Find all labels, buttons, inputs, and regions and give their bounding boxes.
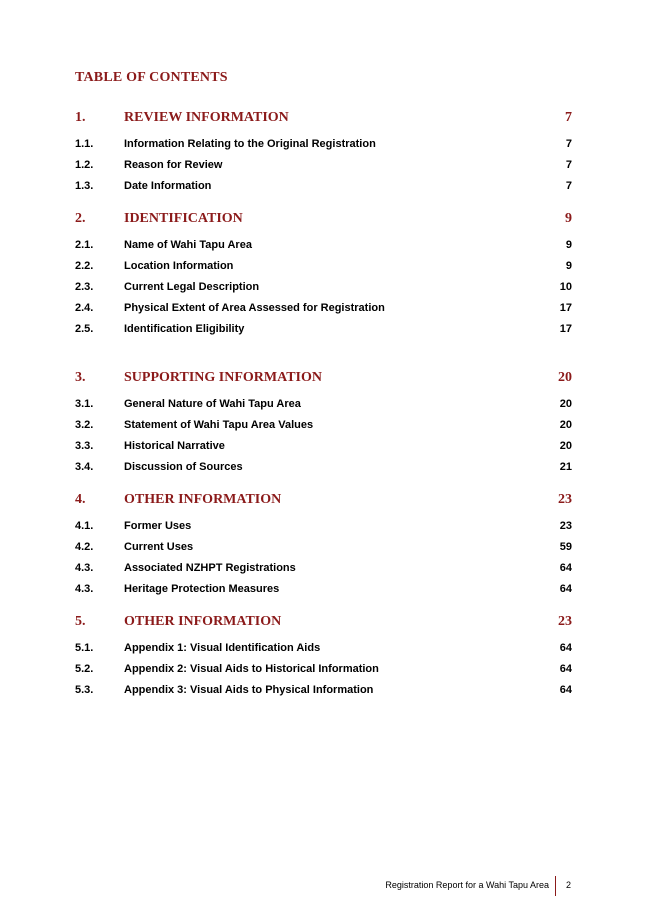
toc-title: TABLE OF CONTENTS bbox=[75, 70, 228, 85]
entry-label: Name of Wahi Tapu Area bbox=[124, 239, 252, 251]
toc-entry[interactable] bbox=[75, 518, 572, 539]
toc-entry[interactable] bbox=[75, 459, 572, 480]
entry-page: 23 bbox=[559, 520, 572, 532]
toc-entry[interactable] bbox=[75, 157, 572, 178]
entry-label: Current Legal Description bbox=[124, 281, 260, 293]
toc-entry[interactable] bbox=[75, 258, 572, 279]
section-title: SUPPORTING INFORMATION bbox=[124, 370, 322, 385]
toc-entry[interactable] bbox=[75, 640, 572, 661]
entry-number: 4.3. bbox=[75, 562, 94, 574]
entry-label: Reason for Review bbox=[124, 159, 223, 171]
toc-section-5 bbox=[75, 612, 572, 703]
entry-label: General Nature of Wahi Tapu Area bbox=[124, 398, 301, 410]
toc-entry[interactable] bbox=[75, 396, 572, 417]
footer-divider bbox=[555, 876, 556, 896]
toc-entry[interactable] bbox=[75, 581, 572, 602]
toc-entry[interactable] bbox=[75, 237, 572, 258]
entry-page: 17 bbox=[559, 323, 572, 335]
entry-page: 59 bbox=[559, 541, 572, 553]
section-page: 7 bbox=[565, 110, 572, 125]
toc-entry[interactable] bbox=[75, 438, 572, 459]
entry-page: 17 bbox=[559, 302, 572, 314]
entry-label: Appendix 2: Visual Aids to Historical Information bbox=[124, 663, 379, 675]
footer-page-number: 2 bbox=[566, 880, 572, 890]
page-footer bbox=[0, 876, 645, 896]
toc-section-2 bbox=[75, 209, 572, 342]
section-title: IDENTIFICATION bbox=[124, 211, 243, 226]
entry-label: Information Relating to the Original Registration bbox=[124, 138, 376, 150]
entry-number: 5.3. bbox=[75, 684, 94, 696]
toc-entry[interactable] bbox=[75, 661, 572, 682]
toc-entry[interactable] bbox=[75, 560, 572, 581]
toc-section-4 bbox=[75, 490, 572, 602]
section-number: 4. bbox=[75, 492, 86, 507]
entry-page: 20 bbox=[559, 440, 572, 452]
toc-section-heading[interactable] bbox=[75, 490, 572, 518]
section-page: 9 bbox=[565, 211, 572, 226]
entry-page: 9 bbox=[565, 260, 572, 272]
entry-number: 2.1. bbox=[75, 239, 94, 251]
entry-number: 3.4. bbox=[75, 461, 94, 473]
toc-entry[interactable] bbox=[75, 682, 572, 703]
entry-number: 2.3. bbox=[75, 281, 94, 293]
entry-number: 2.2. bbox=[75, 260, 94, 272]
section-number: 1. bbox=[75, 110, 86, 125]
toc-section-heading[interactable] bbox=[75, 612, 572, 640]
entry-number: 3.3. bbox=[75, 440, 94, 452]
entry-page: 7 bbox=[565, 180, 572, 192]
entry-label: Former Uses bbox=[124, 520, 192, 532]
toc-entry[interactable] bbox=[75, 321, 572, 342]
toc-section-heading[interactable] bbox=[75, 368, 572, 396]
entry-label: Identification Eligibility bbox=[124, 323, 245, 335]
entry-page: 64 bbox=[559, 684, 572, 696]
section-page: 23 bbox=[558, 492, 572, 507]
entry-label: Current Uses bbox=[124, 541, 194, 553]
entry-number: 2.4. bbox=[75, 302, 94, 314]
entry-label: Heritage Protection Measures bbox=[124, 583, 280, 595]
entry-page: 64 bbox=[559, 663, 572, 675]
entry-number: 2.5. bbox=[75, 323, 94, 335]
entry-page: 10 bbox=[559, 281, 572, 293]
toc-section-heading[interactable] bbox=[75, 209, 572, 237]
entry-page: 9 bbox=[565, 239, 572, 251]
entry-page: 7 bbox=[565, 159, 572, 171]
entry-label: Date Information bbox=[124, 180, 212, 192]
entry-label: Discussion of Sources bbox=[124, 461, 243, 473]
section-title: REVIEW INFORMATION bbox=[124, 110, 289, 125]
entry-page: 20 bbox=[559, 398, 572, 410]
toc-entry[interactable] bbox=[75, 539, 572, 560]
toc-section-3 bbox=[75, 368, 572, 480]
section-title: OTHER INFORMATION bbox=[124, 492, 282, 507]
entry-label: Associated NZHPT Registrations bbox=[124, 562, 296, 574]
entry-label: Location Information bbox=[124, 260, 234, 272]
toc-entry[interactable] bbox=[75, 178, 572, 199]
section-number: 2. bbox=[75, 211, 86, 226]
entry-page: 64 bbox=[559, 562, 572, 574]
entry-number: 4.3. bbox=[75, 583, 94, 595]
section-page: 20 bbox=[558, 370, 572, 385]
section-number: 5. bbox=[75, 614, 86, 629]
entry-number: 5.2. bbox=[75, 663, 94, 675]
toc-entry[interactable] bbox=[75, 136, 572, 157]
entry-page: 7 bbox=[565, 138, 572, 150]
toc-section-1 bbox=[75, 108, 572, 199]
entry-number: 3.1. bbox=[75, 398, 94, 410]
entry-label: Appendix 3: Visual Aids to Physical Information bbox=[124, 684, 374, 696]
entry-page: 20 bbox=[559, 419, 572, 431]
section-number: 3. bbox=[75, 370, 86, 385]
entry-number: 1.1. bbox=[75, 138, 94, 150]
entry-label: Statement of Wahi Tapu Area Values bbox=[124, 419, 314, 431]
footer-document-name: Registration Report for a Wahi Tapu Area bbox=[385, 880, 549, 890]
entry-number: 4.1. bbox=[75, 520, 94, 532]
entry-number: 3.2. bbox=[75, 419, 94, 431]
toc-entry[interactable] bbox=[75, 300, 572, 321]
entry-page: 64 bbox=[559, 583, 572, 595]
toc-section-heading[interactable] bbox=[75, 108, 572, 136]
entry-number: 4.2. bbox=[75, 541, 94, 553]
section-title: OTHER INFORMATION bbox=[124, 614, 282, 629]
entry-number: 5.1. bbox=[75, 642, 94, 654]
toc-entry[interactable] bbox=[75, 417, 572, 438]
entry-label: Appendix 1: Visual Identification Aids bbox=[124, 642, 321, 654]
entry-label: Physical Extent of Area Assessed for Registration bbox=[124, 302, 385, 314]
entry-number: 1.2. bbox=[75, 159, 94, 171]
entry-page: 21 bbox=[559, 461, 572, 473]
entry-label: Historical Narrative bbox=[124, 440, 225, 452]
toc-entry[interactable] bbox=[75, 279, 572, 300]
section-page: 23 bbox=[558, 614, 572, 629]
entry-number: 1.3. bbox=[75, 180, 94, 192]
entry-page: 64 bbox=[559, 642, 572, 654]
